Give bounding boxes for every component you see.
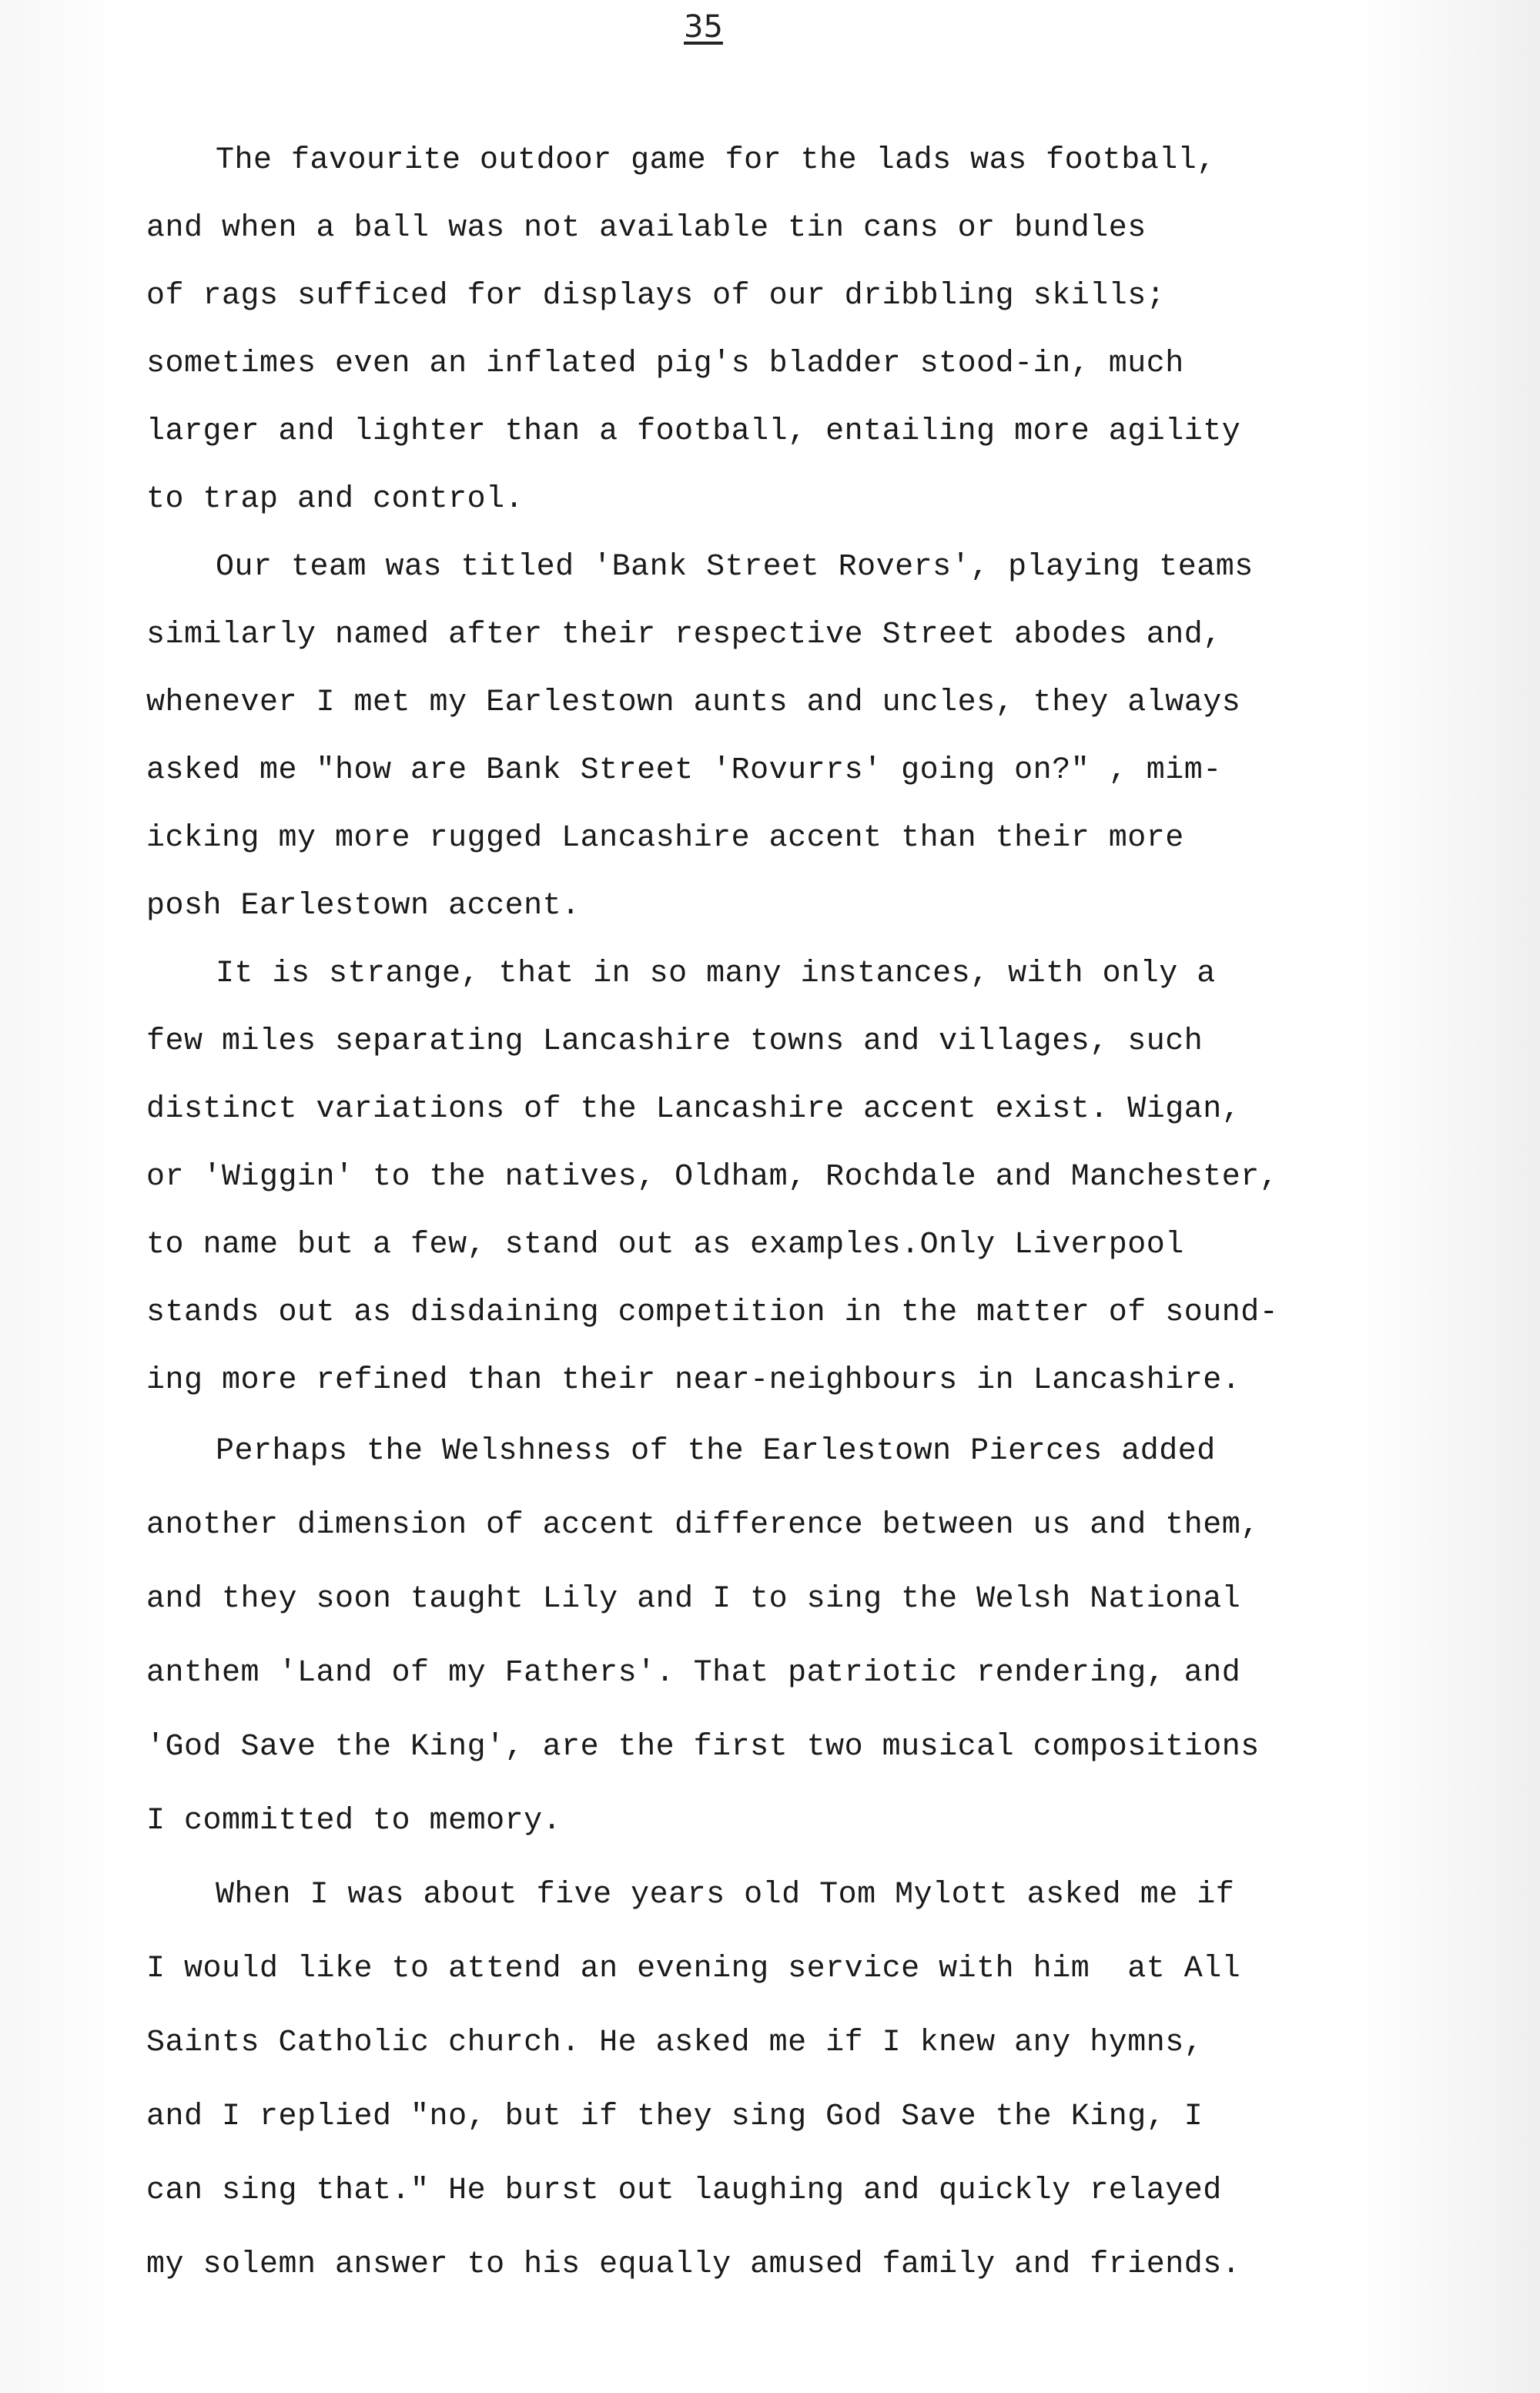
paragraph-church [146, 1858, 1455, 2302]
text-line: and when a ball was not available tin cans or bundles [146, 211, 1147, 246]
text-line: posh Earlestown accent. [146, 889, 581, 923]
text-line: The favourite outdoor game for the lads was football, [216, 143, 1216, 178]
text-line: few miles separating Lancashire towns and villages, such [146, 1024, 1204, 1059]
text-line: Perhaps the Welshness of the Earlestown Pierces added [216, 1434, 1216, 1469]
text-line: whenever I met my Earlestown aunts and uncles, they always [146, 685, 1241, 720]
paragraph-football [146, 127, 1455, 534]
text-line: distinct variations of the Lancashire accent exist. Wigan, [146, 1092, 1241, 1127]
text-line: of rags sufficed for displays of our dribbling skills; [146, 279, 1166, 313]
text-line: anthem 'Land of my Fathers'. That patriotic rendering, and [146, 1656, 1241, 1691]
text-line: 'God Save the King', are the first two musical compositions [146, 1730, 1260, 1765]
text-line: or 'Wiggin' to the natives, Oldham, Rochdale and Manchester, [146, 1160, 1279, 1195]
text-line: larger and lighter than a football, entailing more agility [146, 414, 1241, 449]
text-line: to name but a few, stand out as examples.Only Liverpool [146, 1228, 1184, 1262]
text-line: another dimension of accent difference between us and them, [146, 1508, 1260, 1543]
text-line: and they soon taught Lily and I to sing the Welsh National [146, 1582, 1241, 1617]
text-line: icking my more rugged Lancashire accent than their more [146, 821, 1184, 856]
text-line: When I was about five years old Tom Mylott asked me if [216, 1878, 1235, 1912]
text-line: It is strange, that in so many instances, with only a [216, 957, 1216, 991]
paragraph-accents [146, 940, 1455, 1415]
text-line: similarly named after their respective Street abodes and, [146, 618, 1222, 652]
text-line: I committed to memory. [146, 1804, 562, 1838]
body-text [146, 127, 1455, 2302]
text-line: my solemn answer to his equally amused family and friends. [146, 2247, 1241, 2282]
text-line: ing more refined than their near-neighbours in Lancashire. [146, 1363, 1241, 1398]
paragraph-welshness [146, 1415, 1455, 1858]
text-line: Saints Catholic church. He asked me if I knew any hymns, [146, 2026, 1204, 2060]
text-line: and I replied "no, but if they sing God Save the King, I [146, 2100, 1204, 2134]
text-line: sometimes even an inflated pig's bladder stood-in, much [146, 347, 1184, 381]
text-line: stands out as disdaining competition in the matter of sound- [146, 1295, 1279, 1330]
page-number: 35 [684, 9, 723, 45]
text-line: Our team was titled 'Bank Street Rovers', playing teams [216, 550, 1254, 585]
paragraph-team [146, 534, 1455, 940]
text-line: I would like to attend an evening service with him at All [146, 1952, 1241, 1986]
text-line: to trap and control. [146, 482, 524, 517]
text-line: asked me "how are Bank Street 'Rovurrs' going on?" , mim- [146, 753, 1222, 788]
text-line: can sing that." He burst out laughing and quickly relayed [146, 2173, 1222, 2208]
